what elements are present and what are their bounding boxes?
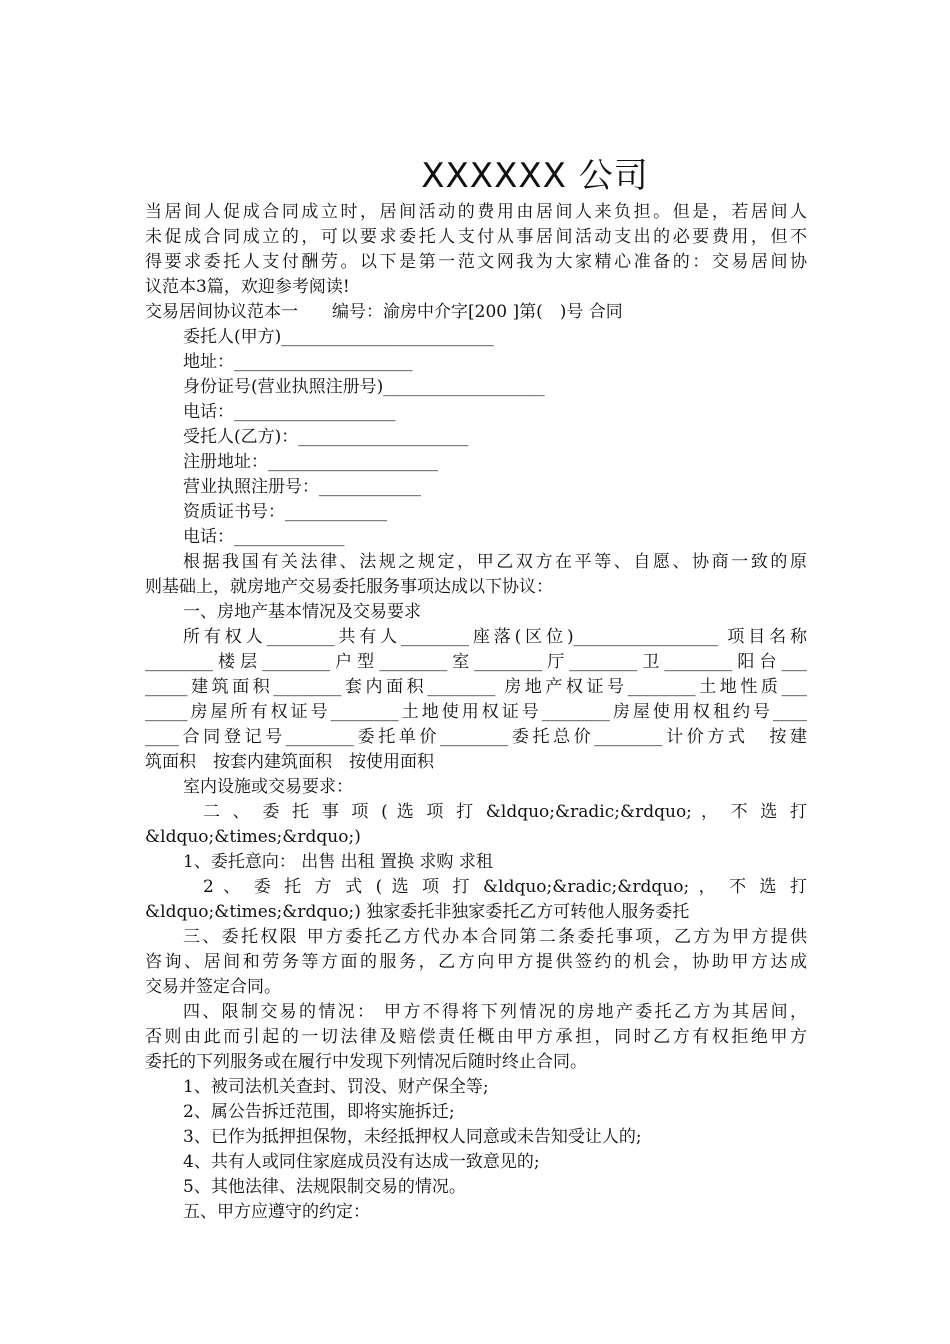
- list-item: 3、已作为抵押担保物，未经抵押权人同意或未告知受让人的;: [183, 1127, 642, 1147]
- paragraph-line: 否则由此而引起的一切法律及赔偿责任概由甲方承担，同时乙方有权拒绝甲方: [145, 1027, 807, 1047]
- list-item: 2、属公告拆迁范围，即将实施拆迁;: [183, 1102, 455, 1122]
- paragraph-line: 2 、 委 托 方 式 ( 选 项 打 &ldquo;&radic;&rdquo; ， 不 选 打: [203, 877, 807, 897]
- paragraph-line: 咨询、居间和劳务等方面的服务，乙方向甲方提供签约的机会，协助甲方达成: [145, 952, 807, 972]
- form-line: 电话：_____________: [183, 527, 345, 547]
- paragraph-line: ________楼层________户型________室________厅________卫________阳台___: [145, 652, 807, 672]
- form-line: 电话：___________________: [183, 402, 396, 422]
- paragraph-line: 当居间人促成合同成立时，居间活动的费用由居间人来负担。但是，若居间人: [145, 202, 807, 222]
- paragraph-line: 交易并签定合同。: [145, 977, 281, 997]
- paragraph-line: _____建筑面积________套内面积________ 房地产权证号________土地性质___: [145, 677, 807, 697]
- paragraph-line: ____合同登记号________委托单价________委托总价________计价方式 按建: [145, 727, 807, 747]
- list-item: 5、其他法律、法规限制交易的情况。: [183, 1177, 466, 1197]
- paragraph-line: 委托的下列服务或在履行中发现下列情况后随时终止合同。: [145, 1052, 587, 1072]
- list-item: 1、被司法机关查封、罚没、财产保全等;: [183, 1077, 489, 1097]
- document-title: XXXXXX 公司: [421, 156, 649, 196]
- form-line: 委托人(甲方)_________________________: [183, 327, 494, 347]
- paragraph-line: _____房屋所有权证号________土地使用权证号________房屋使用权租约号____: [145, 702, 807, 722]
- list-item: 4、共有人或同住家庭成员没有达成一致意见的;: [183, 1152, 540, 1172]
- form-line: 资质证书号：____________: [183, 502, 387, 522]
- paragraph-line: &ldquo;&times;&rdquo;) 独家委托非独家委托乙方可转他人服务委托: [145, 902, 690, 922]
- section-heading: 五、甲方应遵守的约定：: [183, 1202, 370, 1222]
- paragraph-line: 室内设施或交易要求：: [183, 777, 353, 797]
- section-heading: 一、房地产基本情况及交易要求: [183, 602, 421, 622]
- form-line: 地址：_____________________: [183, 352, 413, 372]
- form-line: 受托人(乙方)：____________________: [183, 427, 469, 447]
- section-heading: 四、限制交易的情况： 甲方不得将下列情况的房地产委托乙方为其居间，: [183, 1002, 807, 1022]
- paragraph-line: 则基础上，就房地产交易委托服务事项达成以下协议：: [145, 577, 553, 597]
- section-heading: 二 、 委 托 事 项 ( 选 项 打 &ldquo;&radic;&rdquo; ， 不 选 打: [203, 802, 807, 822]
- paragraph-line: &ldquo;&times;&rdquo;): [145, 827, 361, 847]
- paragraph-line: 筑面积 按套内建筑面积 按使用面积: [145, 752, 434, 772]
- paragraph-line: 得要求委托人支付酬劳。以下是第一范文网我为大家精心准备的：交易居间协: [145, 252, 807, 272]
- form-line: 营业执照注册号：____________: [183, 477, 421, 497]
- paragraph-line: 议范本3篇，欢迎参考阅读!: [145, 277, 350, 297]
- paragraph-line: 1、委托意向： 出售 出租 置换 求购 求租: [183, 852, 493, 872]
- section-heading: 三、委托权限 甲方委托乙方代办本合同第二条委托事项，乙方为甲方提供: [183, 927, 807, 947]
- form-line: 身份证号(营业执照注册号)___________________: [183, 377, 545, 397]
- form-line: 注册地址：____________________: [183, 452, 438, 472]
- paragraph-line: 交易居间协议范本一 编号：渝房中介字[200 ]第( )号 合同: [145, 302, 623, 322]
- paragraph-line: 未促成合同成立的，可以要求委托人支付从事居间活动支出的必要费用，但不: [145, 227, 807, 247]
- paragraph-line: 根据我国有关法律、法规之规定，甲乙双方在平等、自愿、协商一致的原: [183, 552, 807, 572]
- paragraph-line: 所有权人________共有人________座落(区位)_________________ 项目名称: [183, 627, 807, 647]
